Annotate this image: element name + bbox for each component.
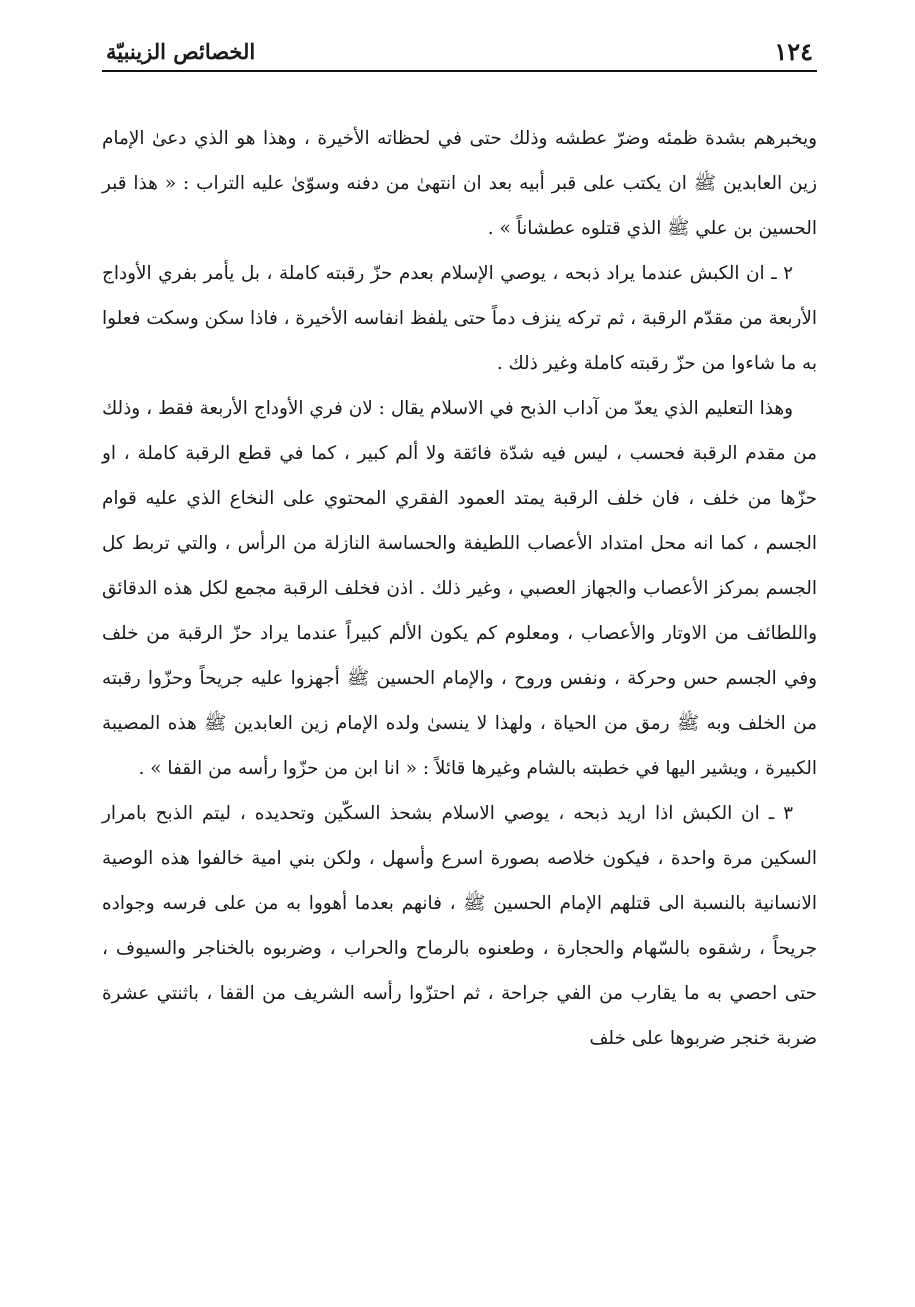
paragraph-1: ويخبرهم بشدة ظمئه وضرّ عطشه وذلك حتى في لحظاته الأخيرة ، وهذا هو الذي دعىٰ الإمام زين العابدين ﷺ ان يكتب على قبر أبيه بعد ان انتهىٰ من دفنه وسوّىٰ عليه التراب : « هذا قبر الحسين بن علي ﷺ الذي قتلوه عطشاناً » . xyxy=(102,128,817,239)
paragraph-3: وهذا التعليم الذي يعدّ من آداب الذبح في الاسلام يقال : لان فري الأوداج الأربعة فقط ، وذلك من مقدم الرقبة فحسب ، ليس فيه شدّة فائقة ولا ألم كبير ، كما في قطع الرقبة كاملة ، او حزّها من خلف ، فان خلف الرقبة يمتد العمود الفقري المحتوي على النخاع الذي عليه قوام الجسم ، كما انه محل امتداد الأعصاب اللطيفة والحساسة النازلة من الرأس ، والتي تربط كل الجسم بمركز الأعصاب والجهاز العصبي ، وغير ذلك . اذن فخلف الرقبة مجمع لكل هذه الدقائق واللطائف من الاوتار والأعصاب ، ومعلوم كم يكون الألم كبيراً عندما يراد حزّ الرقبة من خلف وفي الجسم حس وحركة ، ونفس وروح ، والإمام الحسين ﷺ أجهزوا عليه جريحاً وحزّوا رقبته من الخلف وبه ﷺ رمق من الحياة ، ولهذا لا ينسىٰ ولده الإمام زين العابدين ﷺ هذه المصيبة الكبيرة ، ويشير اليها في خطبته بالشام وغيرها قائلاً : « انا ابن من حزّوا رأسه من القفا » . xyxy=(102,398,817,779)
paragraph-2: ٢ ـ ان الكبش عندما يراد ذبحه ، يوصي الإسلام بعدم حزّ رقبته كاملة ، بل يأمر بفري الأوداج الأربعة من مقدّم الرقبة ، ثم تركه ينزف دماً حتى يلفظ انفاسه الأخيرة ، فاذا سكن وسكت فعلوا به ما شاءوا من حزّ رقبته كاملة وغير ذلك . xyxy=(102,263,817,374)
paragraph-4: ٣ ـ ان الكبش اذا اريد ذبحه ، يوصي الاسلام بشحذ السكّين وتحديده ، ليتم الذبح بامرار السكين مرة واحدة ، فيكون خلاصه بصورة اسرع وأسهل ، ولكن بني امية خالفوا هذه الوصية الانسانية بالنسبة الى قتلهم الإمام الحسين ﷺ ، فانهم بعدما أهووا به من على فرسه وجواده جريحاً ، رشقوه بالسّهام والحجارة ، وطعنوه بالرماح والحراب ، وضربوه بالخناجر والسيوف ، حتى احصي به ما يقارب من الفي جراحة ، ثم احتزّوا رأسه الشريف من القفا ، باثنتي عشرة ضربة خنجر ضربوها على خلف xyxy=(102,803,817,1049)
page-number: ١٢٤ xyxy=(774,37,813,66)
page-header xyxy=(102,34,817,72)
body-text xyxy=(102,116,817,1061)
running-title: الخصائص الزينبيّة xyxy=(106,39,256,64)
